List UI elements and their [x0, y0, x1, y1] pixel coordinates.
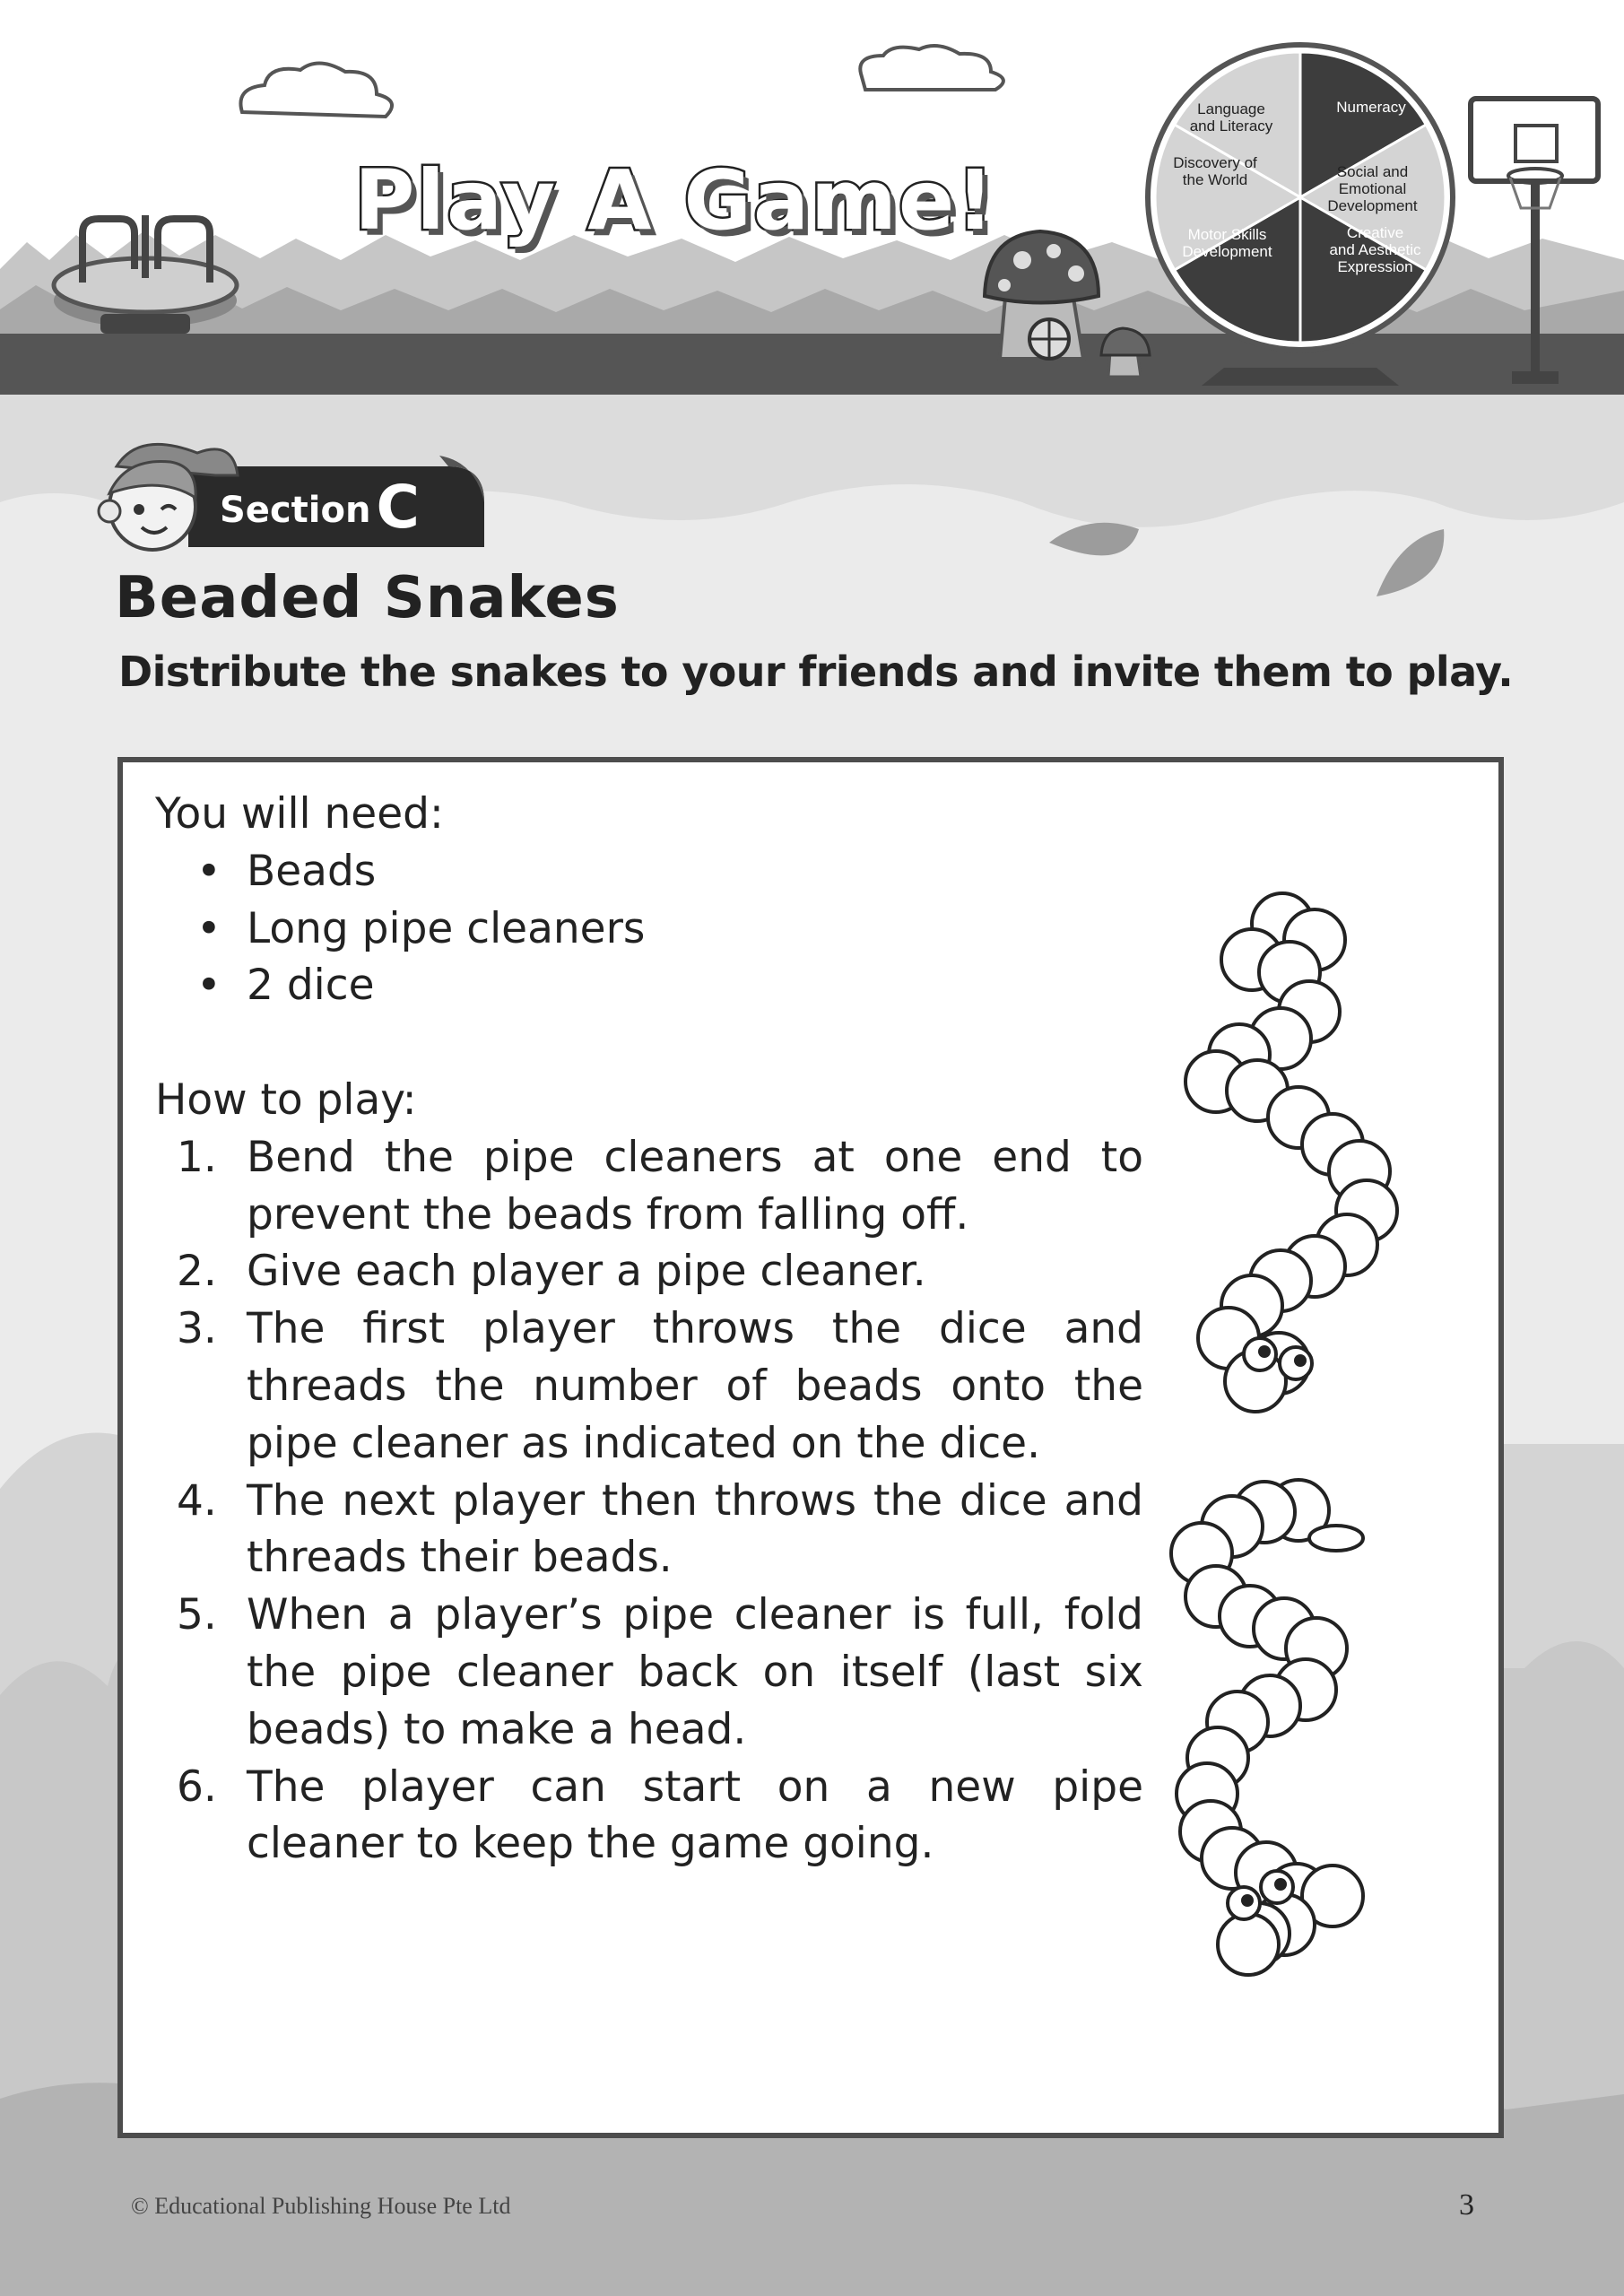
step-item: [155, 1243, 1143, 1300]
step-text: The player can start on a new pipe cleaner to keep the game going.: [247, 1761, 1143, 1869]
step-item: [155, 1587, 1143, 1758]
section-label: SectionC: [220, 473, 420, 542]
how-to-play-heading: How to play:: [155, 1074, 417, 1125]
page-number: 3: [1459, 2188, 1474, 2222]
step-item: [155, 1300, 1143, 1472]
step-item: [155, 1759, 1143, 1874]
step-item: [155, 1473, 1143, 1587]
snake-bead: [1218, 1914, 1279, 1975]
step-number: 6.: [177, 1761, 217, 1812]
wheel-label: Discovery of the World: [1173, 154, 1257, 188]
step-item: [155, 1129, 1143, 1244]
page-title: Play A Game!: [354, 152, 996, 248]
step-number: 1.: [177, 1132, 217, 1182]
wheel-label: Social and Emotional Development: [1327, 163, 1418, 214]
step-text: Give each player a pipe cleaner.: [247, 1247, 926, 1297]
beaded-snakes-illustration: [1157, 879, 1480, 1991]
merry-go-round-illustration: [54, 215, 237, 334]
development-wheel: [1139, 36, 1462, 404]
wheel-label: Motor Skills Development: [1182, 226, 1272, 260]
step-text: The first player throws the dice and threads the number of beads onto the pipe cleaner as indicated on the dice.: [247, 1304, 1143, 1468]
step-number: 3.: [177, 1304, 217, 1354]
step-number: 5.: [177, 1590, 217, 1640]
wheel-label: Creative and Aesthetic Expression: [1329, 224, 1421, 275]
step-number: 2.: [177, 1247, 217, 1297]
wheel-label: Language and Literacy: [1189, 100, 1273, 135]
step-text: The next player then throws the dice and threads their beads.: [247, 1475, 1143, 1583]
material-item: • Long pipe cleaners: [155, 900, 1249, 958]
material-item: • 2 dice: [155, 957, 1249, 1014]
copyright-notice: © Educational Publishing House Pte Ltd: [131, 2193, 511, 2219]
materials-heading: You will need:: [155, 789, 444, 839]
section-letter: C: [376, 473, 420, 542]
step-text: When a player’s pipe cleaner is full, fold the pipe cleaner back on itself (last six beads) to make a head.: [247, 1590, 1143, 1754]
activity-instruction: Distribute the snakes to your friends and invite them to play.: [118, 648, 1514, 696]
material-item: • Beads: [155, 843, 1249, 900]
materials-list: [155, 843, 1249, 1014]
step-number: 4.: [177, 1475, 217, 1526]
step-text: Bend the pipe cleaners at one end to prevent the beads from falling off.: [247, 1132, 1143, 1239]
steps-list: [155, 1129, 1249, 1873]
activity-title: Beaded Snakes: [115, 565, 620, 631]
wheel-label: Numeracy: [1336, 99, 1406, 116]
